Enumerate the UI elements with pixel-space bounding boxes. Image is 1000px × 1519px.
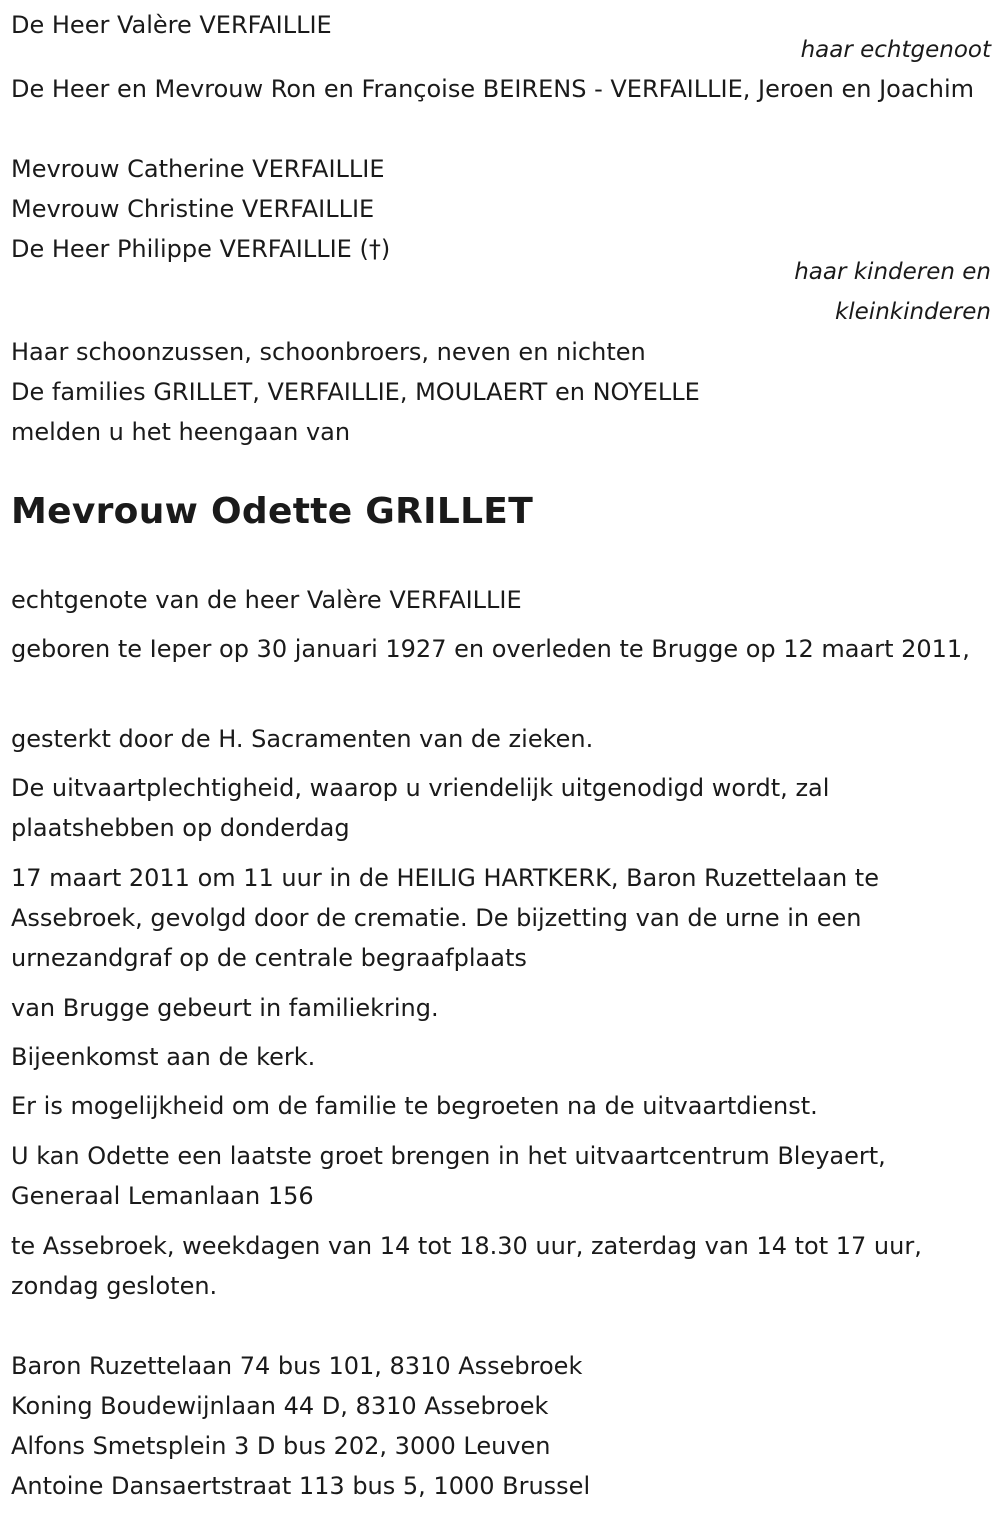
children-line-3: Mevrouw Christine VERFAILLIE xyxy=(11,195,375,223)
address-line: Koning Boudewijnlaan 44 D, 8310 Assebroek xyxy=(11,1392,549,1420)
children-note-1: haar kinderen en xyxy=(794,259,991,285)
children-line-2: Mevrouw Catherine VERFAILLIE xyxy=(11,155,385,183)
children-line-4: De Heer Philippe VERFAILLIE (†) xyxy=(11,235,391,263)
body-paragraph-6: van Brugge gebeurt in familiekring. xyxy=(11,994,439,1022)
deceased-name: Mevrouw Odette GRILLET xyxy=(11,491,534,532)
others-line-1: Haar schoonzussen, schoonbroers, neven en nichten xyxy=(11,338,646,366)
body-paragraph-9: U kan Odette een laatste groet brengen in het uitvaartcentrum Bleyaert, Generaal Lemanlaan 156 xyxy=(11,1142,886,1210)
body-paragraph-8: Er is mogelijkheid om de familie te begroeten na de uitvaartdienst. xyxy=(11,1092,818,1120)
address-line: Alfons Smetsplein 3 D bus 202, 3000 Leuven xyxy=(11,1432,551,1460)
body-paragraph-1: echtgenote van de heer Valère VERFAILLIE xyxy=(11,586,522,614)
address-line: Baron Ruzettelaan 74 bus 101, 8310 Assebroek xyxy=(11,1352,583,1380)
body-paragraph-3: gesterkt door de H. Sacramenten van de zieken. xyxy=(11,725,594,753)
others-line-2: De families GRILLET, VERFAILLIE, MOULAERT en NOYELLE xyxy=(11,378,700,406)
children-line-1: De Heer en Mevrouw Ron en Françoise BEIRENS - VERFAILLIE, Jeroen en Joachim xyxy=(11,75,974,103)
body-paragraph-4: De uitvaartplechtigheid, waarop u vriendelijk uitgenodigd wordt, zal plaatshebben op donderdag xyxy=(11,774,830,842)
body-paragraph-2: geboren te Ieper op 30 januari 1927 en overleden te Brugge op 12 maart 2011, xyxy=(11,635,970,663)
husband-line: De Heer Valère VERFAILLIE xyxy=(11,11,332,39)
address-line: Antoine Dansaertstraat 113 bus 5, 1000 Brussel xyxy=(11,1472,591,1500)
others-line-3: melden u het heengaan van xyxy=(11,418,351,446)
body-paragraph-7: Bijeenkomst aan de kerk. xyxy=(11,1043,316,1071)
body-paragraph-10: te Assebroek, weekdagen van 14 tot 18.30 uur, zaterdag van 14 tot 17 uur, zondag gesloten. xyxy=(11,1232,922,1300)
body-paragraph-5: 17 maart 2011 om 11 uur in de HEILIG HARTKERK, Baron Ruzettelaan te Assebroek, gevolgd door de crematie. De bijzetting van de urne in een urnezandgraf op de centrale begraafplaats xyxy=(11,864,879,972)
children-note-2: kleinkinderen xyxy=(834,299,991,325)
husband-note: haar echtgenoot xyxy=(800,37,991,63)
